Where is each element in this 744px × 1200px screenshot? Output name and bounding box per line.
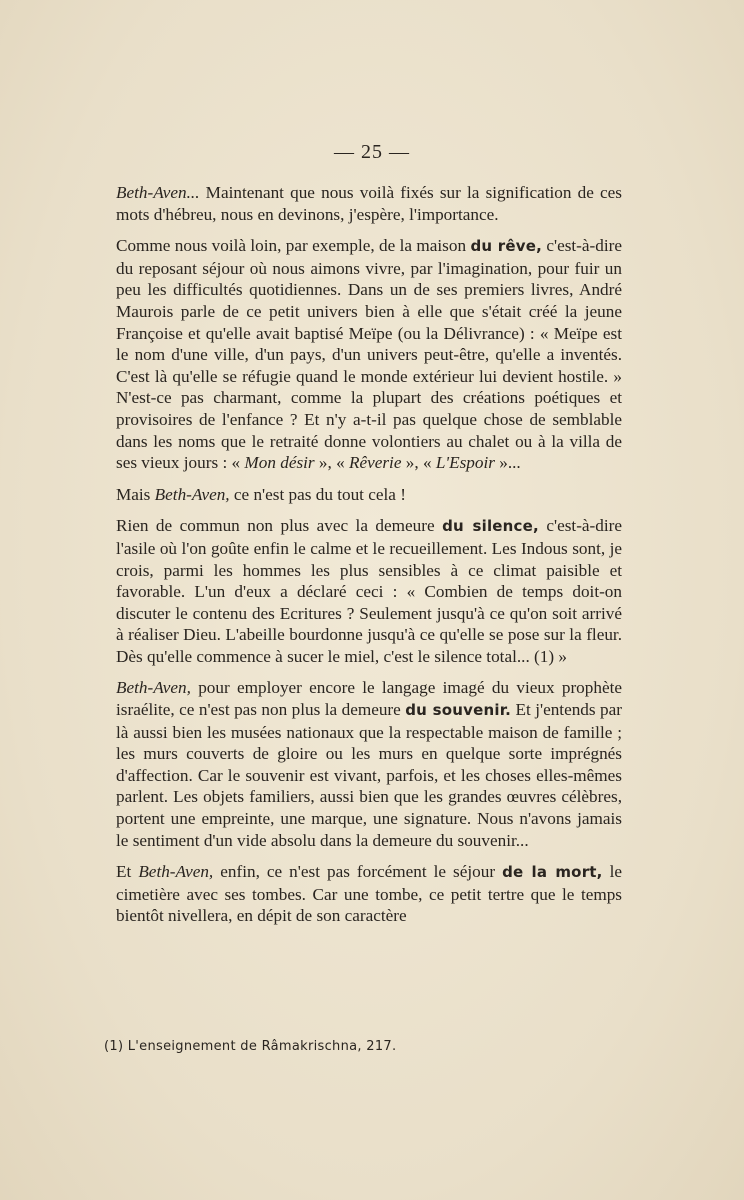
- text-run: c'est-à-dire du reposant séjour où nous aimons vivre, par l'imagination, pour fuir un peu les difficultés quotidiennes. Dans un de ses premiers livres, André Maurois parle de ce petit univers bien à elle que s'était créé la jeune Françoise et qu'elle avait baptisé Meïpe (ou la Délivrance) : « Meïpe est le nom d'une ville, d'un pays, d'un univers peut-être, qu'elle a inventés. C'est là qu'elle se réfugie quand le monde extérieur lui devient hostile. » N'est-ce pas charmant, comme la plupart des créations poétiques et provisoires de l'enfance ? Et n'y a-t-il pas quelque chose de semblable dans les noms que le retraité donne volontiers au chalet ou à la villa de ses vieux jours : «: [116, 236, 622, 473]
- body-text: [116, 182, 622, 937]
- paragraph-6: [116, 861, 622, 927]
- emphasis: Beth-Aven,: [154, 484, 230, 504]
- text-run: », «: [401, 453, 436, 473]
- emphasis: Beth-Aven...: [116, 183, 200, 202]
- emphasis: Mon désir: [244, 453, 315, 473]
- text-run: ce n'est pas du tout cela !: [229, 484, 406, 504]
- emphasis: Beth-Aven,: [138, 862, 214, 882]
- text-run: le cimetière avec ses tombes. Car une tombe, ce petit tertre que le temps bientôt nivellera, en dépit de son caractère: [116, 862, 622, 926]
- text-run: Et: [116, 862, 139, 882]
- paragraph-2: [116, 235, 622, 474]
- bold-term: du rêve,: [470, 237, 542, 256]
- emphasis: L'Espoir: [435, 453, 495, 473]
- text-run: pour employer encore le langage imagé du vieux prophète israélite, ce n'est pas non plus la demeure: [116, 678, 622, 720]
- page-number: — 25 —: [334, 141, 410, 163]
- text-run: Comme nous voilà loin, par exemple, de la maison: [116, 236, 471, 256]
- paragraph-1: [116, 182, 622, 225]
- bold-term: de la mort,: [502, 863, 603, 882]
- text-run: »...: [494, 453, 521, 473]
- emphasis: Beth-Aven,: [116, 678, 191, 698]
- text-run: », «: [314, 453, 349, 473]
- text-run: Mais: [116, 484, 155, 504]
- text-run: c'est-à-dire l'asile où l'on goûte enfin le calme et le recueillement. Les Indous sont, je crois, parmi les hommes les plus sensibles à ce climat paisible et favorable. L'un d'eux a déclaré ceci : « Combien de temps doit-on discuter le contenu des Ecritures ? Seulement jusqu'à ce qu'on soit arrivé à réaliser Dieu. L'abeille bourdonne jusqu'à ce qu'elle se pose sur la fleur. Dès qu'elle commence à sucer le miel, c'est le silence total... (1) »: [116, 516, 622, 666]
- paragraph-3: [116, 484, 622, 506]
- footnote: (1) L'enseignement de Râmakrischna, 217.: [104, 1039, 397, 1054]
- text-run: enfin, ce n'est pas forcément le séjour: [213, 862, 503, 882]
- bold-term: du souvenir.: [405, 701, 512, 720]
- paragraph-4: [116, 515, 622, 667]
- text-run: Et j'entends par là aussi bien les musées nationaux que la respectable maison de famille ; les murs couverts de gloire ou les murs en quelque sorte imprégnés d'affection. Car le souvenir est vivant, parfois, et les choses elles-mêmes parlent. Les objets familiers, aussi bien que les grandes œuvres célèbres, portent une empreinte, une marque, une signature. Nous n'avons jamais le sentiment d'un vide absolu dans la demeure du souvenir...: [116, 700, 622, 850]
- text-run: Rien de commun non plus avec la demeure: [116, 516, 443, 536]
- bold-term: du silence,: [442, 517, 539, 536]
- text-run: Maintenant que nous voilà fixés sur la signification de ces mots d'hébreu, nous en devinons, j'espère, l'importance.: [116, 183, 622, 224]
- paragraph-5: [116, 677, 622, 851]
- emphasis: Rêverie: [348, 453, 402, 473]
